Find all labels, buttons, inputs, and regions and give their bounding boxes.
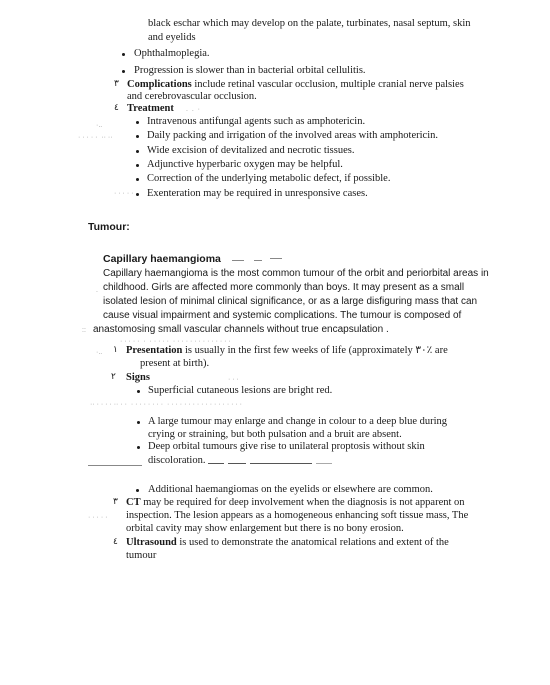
rule-mark: [250, 463, 312, 464]
ct-text: may be required for deep involvement when the diagnosis is not apparent on: [140, 497, 465, 508]
item-number: ٤: [114, 103, 119, 113]
scan-noise: . . ·: [186, 106, 200, 113]
bullet: [136, 178, 139, 181]
complications-label: Complications: [127, 79, 192, 90]
text-line: tumour: [126, 550, 157, 561]
complications-text: include retinal vascular occlusion, multiple cranial nerve palsies: [191, 79, 464, 90]
signs-item: Deep orbital tumours give rise to unilateral proptosis without skin: [148, 441, 425, 452]
ultrasound-text: is used to demonstrate the anatomical relations and extent of the: [176, 537, 449, 548]
bullet: [136, 164, 139, 167]
item-number: ٣: [114, 79, 119, 89]
signs-item: discoloration.: [148, 455, 206, 466]
scan-noise: · · · · · ·· ··: [78, 134, 113, 141]
text-line: and eyelids: [148, 32, 196, 43]
paragraph-line: Capillary haemangioma is the most common tumour of the orbit and periorbital areas in: [103, 268, 489, 279]
text-line: and cerebrovascular occlusion.: [127, 91, 257, 102]
scan-noise: ·· · · · · ·· · · · · · · · · · · · · · · · · · · · · · · · · · · · ·: [90, 401, 242, 408]
text-line: orbital cavity may show enlargement but there is no bony erosion.: [126, 523, 404, 534]
treatment-item: Correction of the underlying metabolic defect, if possible.: [147, 173, 391, 184]
scan-noise: ·..: [96, 122, 103, 129]
paragraph-line: isolated lesion of minimal clinical significance, or as a large disfiguring mass that can: [103, 296, 478, 307]
signs-item: crying or straining, but both pulsation and a bruit are absent.: [148, 429, 402, 440]
signs-item: A large tumour may enlarge and change in colour to a deep blue during: [148, 416, 448, 427]
bullet: [137, 421, 140, 424]
treatment-heading: Treatment: [127, 103, 174, 114]
item-number: ٣: [113, 497, 118, 507]
scan-noise: · · · · ·: [88, 514, 108, 521]
ct-line: [126, 498, 465, 509]
ultrasound-label: Ultrasound: [126, 537, 177, 548]
signs-heading: Signs: [126, 372, 150, 383]
bullet: [137, 446, 140, 449]
presentation-label: Presentation: [126, 345, 183, 356]
presentation-text: is usually in the first few weeks of life (approximately ٣٠٪ are: [182, 345, 448, 356]
underline-mark: [232, 260, 244, 261]
section-heading-tumour: Tumour:: [88, 221, 130, 233]
text-line: black eschar which may develop on the palate, turbinates, nasal septum, skin: [148, 18, 471, 29]
bullet: [136, 489, 139, 492]
signs-item: Superficial cutaneous lesions are bright red.: [148, 385, 333, 396]
paragraph-line: childhood. Girls are affected more commonly than boys. It may present as a small: [103, 282, 465, 293]
bullet: [122, 53, 125, 56]
scan-noise: · · ·: [228, 376, 239, 383]
presentation-line: [126, 346, 448, 357]
complications-line: [127, 80, 464, 91]
ultrasound-line: [126, 538, 449, 549]
rule-mark: [228, 463, 246, 464]
scan-noise: .: [96, 287, 98, 294]
bullet: [137, 390, 140, 393]
underline-mark: [270, 258, 282, 259]
subsection-heading: Capillary haemangioma: [103, 253, 221, 265]
treatment-item: Intravenous antifungal agents such as amphotericin.: [147, 116, 366, 127]
underline-mark: [254, 260, 262, 261]
rule-mark: [208, 463, 224, 464]
bullet: [136, 193, 139, 196]
bullet: [136, 121, 139, 124]
treatment-item: Adjunctive hyperbaric oxygen may be helpful.: [147, 159, 343, 170]
bullet: [136, 135, 139, 138]
scan-noise: ·..: [96, 349, 103, 356]
bullet-text: Progression is slower than in bacterial orbital cellulitis.: [134, 65, 366, 76]
text-line: present at birth).: [140, 358, 210, 369]
ct-label: CT: [126, 497, 141, 508]
scan-noise: · · · · · · · · · · · · · · · · · · · · · · · · ·: [120, 338, 231, 345]
scan-noise: · · · · ·: [114, 190, 134, 197]
paragraph-line: anastomosing small vascular channels without true encapsulation .: [93, 324, 389, 335]
rule-mark: [316, 463, 332, 464]
paragraph-line: cause visual impairment and systemic complications. The tumour is composed of: [103, 310, 462, 321]
additional-line: Additional haemangiomas on the eyelids or elsewhere are common.: [148, 484, 433, 495]
text-line: inspection. The lesion appears as a homogeneous enhancing soft tissue mass, The: [126, 510, 469, 521]
item-number: ٤: [113, 537, 118, 547]
bullet: [136, 150, 139, 153]
treatment-item: Daily packing and irrigation of the involved areas with amphotericin.: [147, 130, 438, 141]
treatment-item: Wide excision of devitalized and necrotic tissues.: [147, 145, 355, 156]
bullet-text: Ophthalmoplegia.: [134, 48, 210, 59]
bullet: [122, 70, 125, 73]
scan-noise: ::: [82, 327, 86, 334]
treatment-item: Exenteration may be required in unresponsive cases.: [147, 188, 368, 199]
item-number: ٢: [111, 372, 116, 382]
item-number: ١: [113, 345, 118, 355]
rule-mark: [88, 465, 142, 466]
